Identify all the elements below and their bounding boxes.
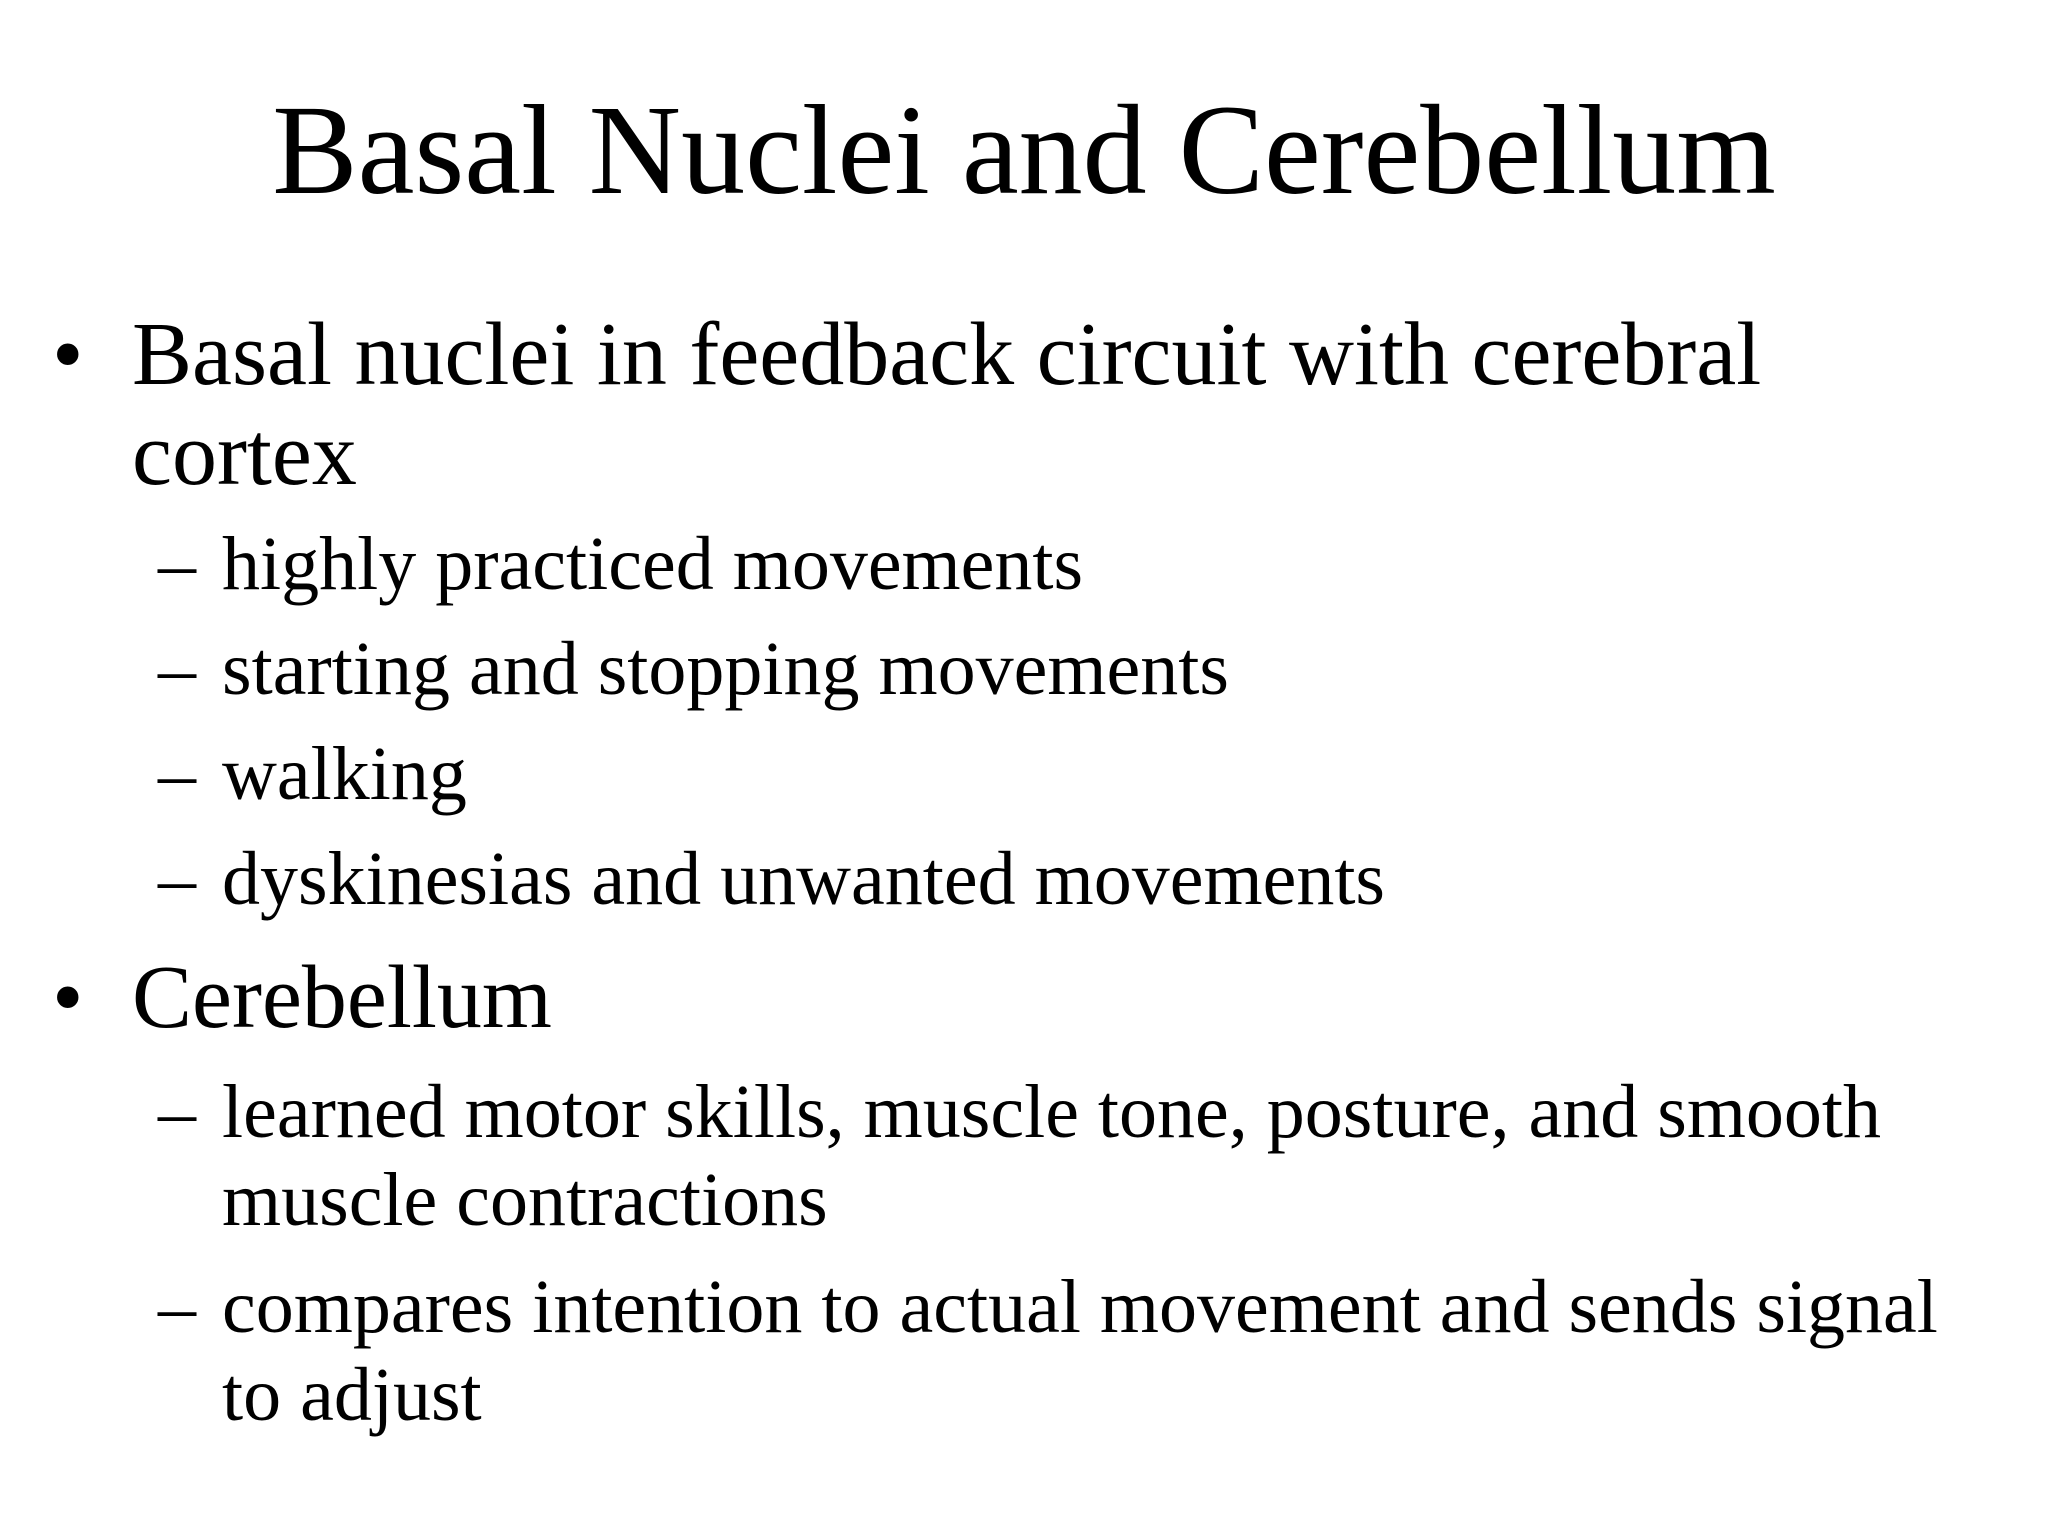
dash-marker: –	[158, 1265, 196, 1349]
dash-marker: –	[158, 522, 196, 606]
subpoint-text: muscle contractions	[222, 1158, 828, 1242]
bullet-text-line: Basal nuclei in feedback circuit with cerebral	[132, 305, 1762, 404]
dash-marker: –	[158, 627, 196, 711]
bullet-text-line: Cerebellum	[132, 948, 552, 1047]
subpoint-text: dyskinesias and unwanted movements	[222, 837, 1386, 921]
bullet-marker: •	[52, 305, 84, 404]
subpoint-text: learned motor skills, muscle tone, posture, and smooth	[222, 1070, 1882, 1154]
dash-marker: –	[158, 837, 196, 921]
dash-marker: –	[158, 732, 196, 816]
subpoint-text: highly practiced movements	[222, 522, 1084, 606]
dash-marker: –	[158, 1070, 196, 1154]
subpoint-text: walking	[222, 732, 467, 816]
subpoint-text: to adjust	[222, 1353, 482, 1437]
subpoint-text: compares intention to actual movement and sends signal	[222, 1265, 1938, 1349]
bullet-marker: •	[52, 948, 84, 1047]
subpoint-text: starting and stopping movements	[222, 627, 1229, 711]
bullet-text-line: cortex	[132, 405, 357, 504]
slide-title: Basal Nuclei and Cerebellum	[272, 79, 1776, 221]
